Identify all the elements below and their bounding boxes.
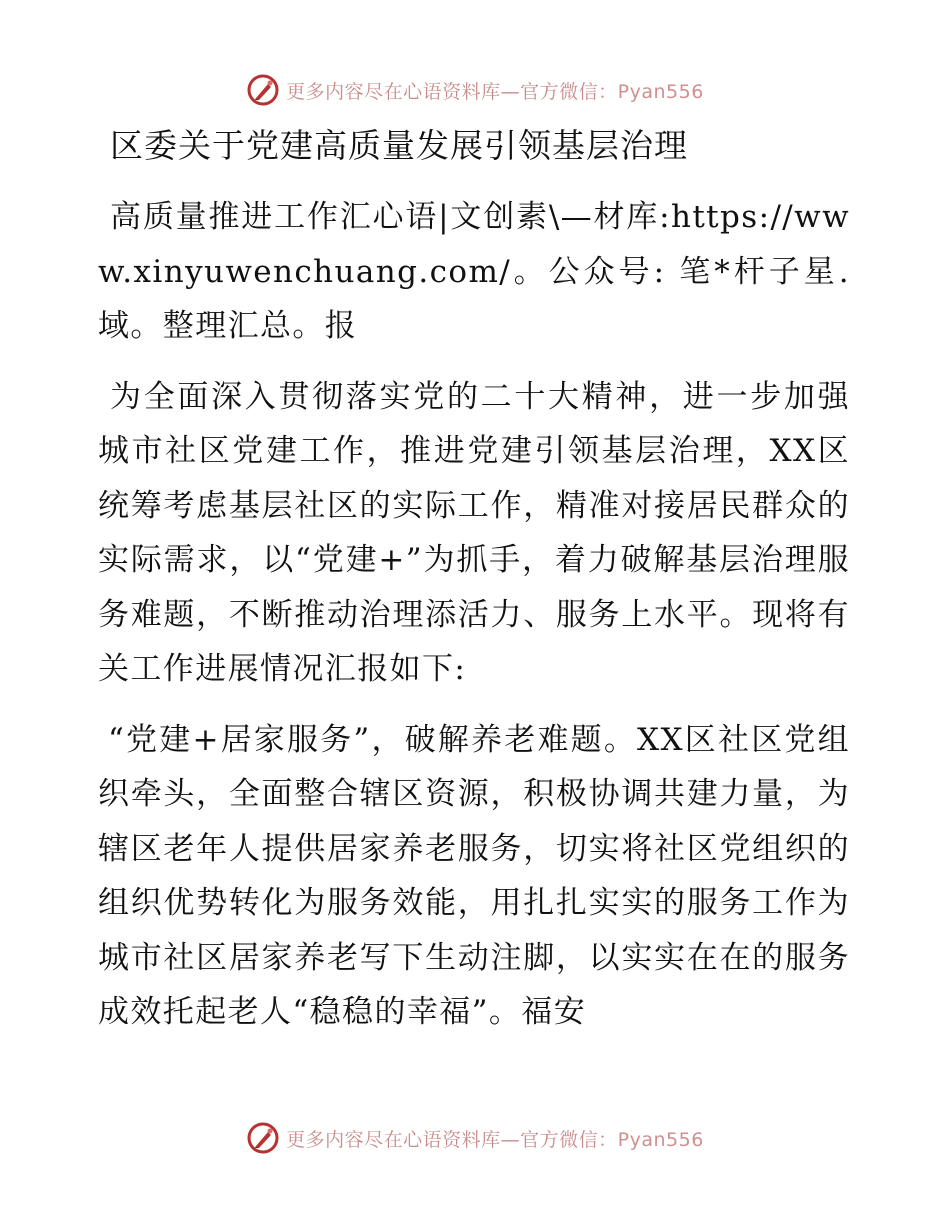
watermark-text: 更多内容尽在心语资料库—官方微信： [286,1128,618,1151]
body-paragraph: “党建+居家服务”，破解养老难题。XX区社区党组织牵头，全面整合辖区资源，积极协调共建力量，为辖区老年人提供居家养老服务，切实将社区党组织的组织优势转化为服务效能，用扎扎实实的服务工作为城市社区居家养老写下生动注脚，以实实在在的服务成效托起老人“稳稳的幸福”。福安 [98,721,850,1030]
source-line: 高质量推进工作汇心语|文创素\—材库:https://www.xinyuwenchuang.com/。公众号: 笔*杆子星.域。整理汇总。报 [98,199,850,344]
intro-paragraph: 为全面深入贯彻落实党的二十大精神，进一步加强城市社区党建工作，推进党建引领基层治理，XX区统筹考虑基层社区的实际工作，精准对接居民群众的实际需求，以“党建+”为抓手，着力破解基层治理服务难题，不断推动治理添活力、服务上水平。现将有关工作进展情况汇报如下: [98,378,850,687]
header-watermark [0,70,950,110]
footer-watermark [0,1118,950,1158]
pen-circle-logo-icon [246,1121,280,1155]
pen-circle-logo-icon [246,73,280,107]
watermark-text: 更多内容尽在心语资料库—官方微信： [286,80,618,103]
document-body [98,118,850,1040]
document-title: 区委关于党建高质量发展引领基层治理 [110,126,688,165]
watermark-wechat-id: Pyan556 [617,1128,704,1151]
watermark-wechat-id: Pyan556 [617,80,704,103]
